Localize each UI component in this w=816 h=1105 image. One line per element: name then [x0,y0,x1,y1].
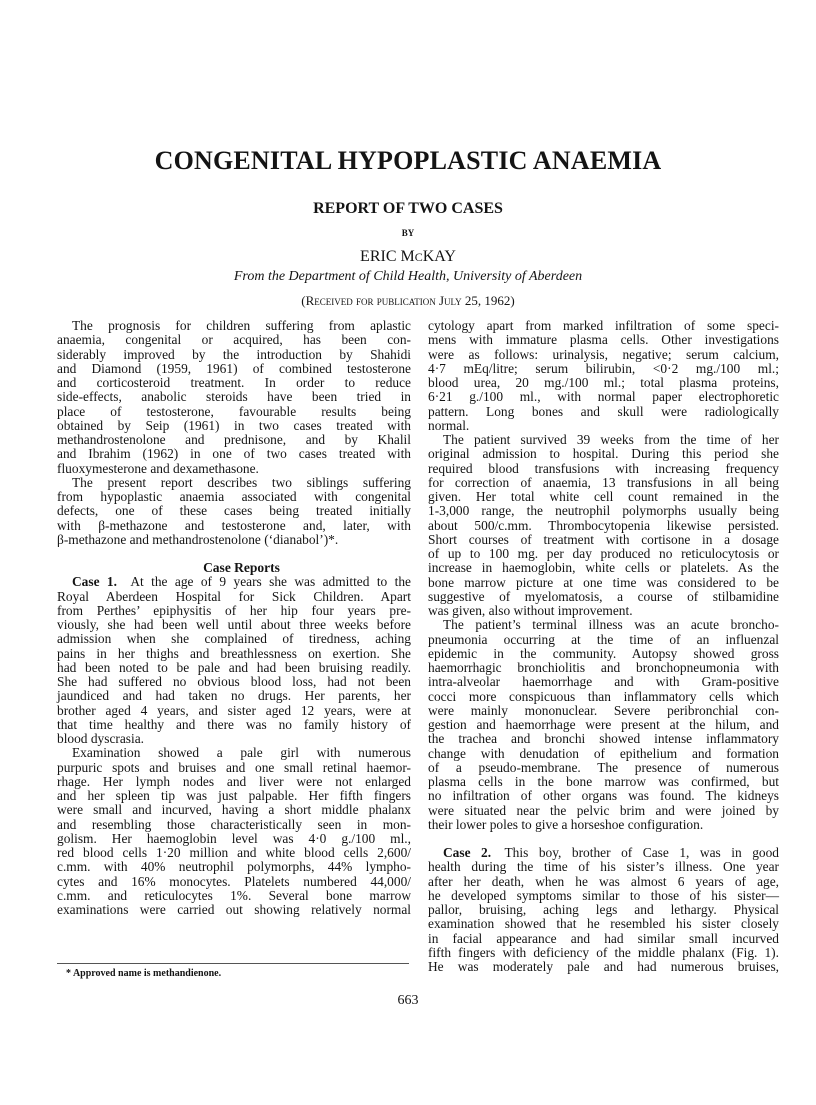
text-line: after her death, when he was almost 6 years of age, [428,873,779,889]
text-line: β-methazone and methandrostenolone (‘dianabol’)*. [57,531,339,547]
text-line: with β-methazone and testosterone and, later, with [57,517,411,533]
text-line: given. Her total white cell count remained in the [428,489,779,504]
text-line: Examination showed a pale girl with numerous [72,745,411,761]
text-line: siderably improved by the introduction by Shahidi [57,346,411,362]
received-date: (Received for publication July 25, 1962) [301,293,515,308]
text-line: c.mm. with 40% neutrophil polymorphs, 44% lympho- [57,859,411,875]
text-line: Short courses of treatment with cortisone in a dosage [428,531,779,547]
text-line: pneumonia occurring at the time of an influenzal [428,631,779,647]
text-line: intra-alveolar haemorrhage and with Gram-positive [428,674,779,690]
text-line: c.mm. and reticulocytes 1%. Several bone marrow [57,887,411,903]
text-line: Case 2. This boy, brother of Case 1, was in good [443,845,779,860]
text-line: He was moderately pale and had numerous bruises, [428,959,779,974]
text-line: from hypoplastic anaemia associated with congenital [57,489,411,504]
text-line: The patient survived 39 weeks from the time of her [443,432,779,447]
text-line: were small and incurved, having a short middle phalanx [57,802,411,818]
text-line: increase in haemoglobin, white cells or platelets. As the [428,560,779,576]
text-line: mens with immature plasma cells. Other investigations [428,332,779,348]
byline-label: BY [401,228,415,238]
examination-paragraph [57,746,411,917]
text-line: was given, also without improvement. [428,603,633,618]
text-line: methandrostenolone and prednisone, and by Khalil [57,432,411,447]
text-line: pallor, bruising, aching legs and lethargy. Physical [428,902,779,917]
text-line: pains in her thighs and breathlessness on exertion. She [57,645,411,661]
text-line: he developed symptoms similar to those of his sister— [428,887,779,903]
text-line: pattern. Long bones and skull were radiologically [428,403,779,419]
text-line: cytes and 16% monocytes. Platelets numbered 44,000/ [57,873,411,889]
text-line: red blood cells 1·20 million and white blood cells 2,600/ [57,845,411,860]
text-line: blood urea, 20 mg./100 ml.; total plasma proteins, [428,375,779,390]
text-line: the trachea and bronchi showed intense inflammatory [428,731,779,747]
text-line: bone marrow picture at one time was considered to be [428,574,779,590]
investigations-paragraph [428,319,779,433]
section-heading-case-reports: Case Reports [203,560,280,575]
text-line: that time healthy and there was no family history of [57,716,411,732]
text-line: epidemic in the community. Autopsy showed gross [428,645,779,661]
text-line: 1-3,000 range, the neutrophil polymorphs usually being [428,503,779,519]
author-name [0,248,816,266]
text-line: golism. Her haemoglobin level was 4·0 g./100 ml., [57,830,411,846]
case1-paragraph [57,575,411,746]
text-line: were situated near the pelvic brim and were joined by [428,802,779,818]
article-title: CONGENITAL HYPOPLASTIC ANAEMIA [154,146,662,175]
intro-paragraph [57,319,411,476]
text-line: rhage. Her lymph nodes and liver were not enlarged [57,773,411,789]
text-line: health during the time of his sister’s illness. One year [428,859,779,875]
text-line: plasma cells in the bone marrow was confirmed, but [428,774,779,789]
text-line: required blood transfusions with increasing frequency [428,460,779,476]
text-line: The present report describes two siblings suffering [72,474,411,490]
text-line: purpuric spots and bruises and one small retinal haemor- [57,759,411,775]
text-line: Royal Aberdeen Hospital for Sick Children. Apart [57,588,411,604]
text-line: and Ibrahim (1962) in one of two cases treated with [57,446,411,462]
text-line: examinations were carried out showing relatively normal [57,902,411,917]
text-line: about 500/c.mm. Thrombocytopenia likewise persisted. [428,517,779,533]
footnote-rule [57,963,409,964]
text-line: She had suffered no obvious blood loss, had not been [57,674,411,689]
author-first: ERIC M [360,248,415,265]
text-line: were mainly mononuclear. Severe peribronchial con- [428,702,779,718]
text-line: fluoxymesterone and dexamethasone. [57,460,259,476]
present-report-paragraph [57,476,411,547]
text-line: Case 1. At the age of 9 years she was admitted to the [72,574,411,590]
left-column [57,319,411,917]
case-label: Case 1. [72,574,117,590]
text-line: 6·21 g./100 ml., with normal paper electrophoretic [428,389,779,405]
text-line: blood dyscrasia. [57,731,145,746]
survival-paragraph [428,433,779,618]
text-line: cocci more conspicuous than inflammatory cells which [428,688,779,704]
footnote: * Approved name is methandienone. [66,968,222,979]
text-line: change with denudation of epithelium and formation [428,745,779,761]
case2-paragraph [428,846,779,974]
text-line: original admission to hospital. During this period she [428,446,779,462]
author-smallcap: C [414,250,423,264]
text-line: haemorrhagic bronchiolitis and bronchopneumonia with [428,660,779,675]
text-line: normal. [428,417,470,433]
text-line: admission when she complained of tiredness, aching [57,631,411,647]
terminal-illness-paragraph [428,618,779,832]
text-line: and her spleen tip was just palpable. Her fifth fingers [57,788,411,803]
text-line: suggestive of myelomatosis, a course of stilbamidine [428,588,779,604]
text-line: gestion and haemorrhage were present at the hilum, and [428,717,779,732]
text-line: The prognosis for children suffering from aplastic [72,318,411,333]
text-line: viously, she had been well until about three weeks before [57,617,411,632]
text-line: and resembling those characteristically seen in mon- [57,816,411,832]
text-line: 4·7 mEq/litre; serum bilirubin, <0·2 mg./100 ml.; [428,360,779,376]
article-subtitle: REPORT OF TWO CASES [313,200,503,217]
text-line: of up to 100 mg. per day produced no reticulocytosis or [428,546,779,561]
text-line: for correction of anaemia, 13 transfusions in all being [428,474,779,490]
text-line: obtained by Seip (1961) in two cases treated with [57,417,411,433]
author-last: KAY [422,248,456,265]
text-line: examination showed that he resembled his sister closely [428,916,779,932]
text-line: no infiltration of other organs was found. The kidneys [428,788,779,804]
text-line: their lower poles to give a horseshoe configuration. [428,816,704,832]
author-affiliation: From the Department of Child Health, University of Aberdeen [233,269,583,284]
text-line: were as follows: urinalysis, negative; serum calcium, [428,346,779,362]
text-line: brother aged 4 years, and sister aged 12 years, were at [57,702,411,718]
text-line: defects, one of these cases being treated initially [57,503,411,519]
text-line: fifth fingers with deficiency of the middle phalanx (Fig. 1). [428,944,779,960]
text-line: anaemia, congenital or acquired, has been con- [57,332,411,348]
text-line: cytology apart from marked infiltration of some speci- [428,318,779,333]
page-number: 663 [397,993,419,1008]
text-line: jaundiced and had taken no drugs. Her parents, her [57,688,411,704]
text-line: place of testosterone, favourable results being [57,403,411,419]
right-column [428,319,779,974]
text-line: had been noted to be pale and had been bruising readily. [57,659,411,675]
text-line: and Diamond (1959, 1961) of combined testosterone [57,360,411,376]
text-line: side-effects, anabolic steroids have been tried in [57,389,411,405]
text-line: The patient’s terminal illness was an acute broncho- [443,617,779,633]
text-line: in facial appearance and had similar small incurved [428,930,779,946]
case-label: Case 2. [443,845,492,860]
text-line: of a pseudo-membrane. The presence of numerous [428,759,779,775]
text-line: from Perthes’ epiphysitis of her hip four years pre- [57,602,411,618]
text-line: and corticosteroid treatment. In order to reduce [57,375,411,390]
